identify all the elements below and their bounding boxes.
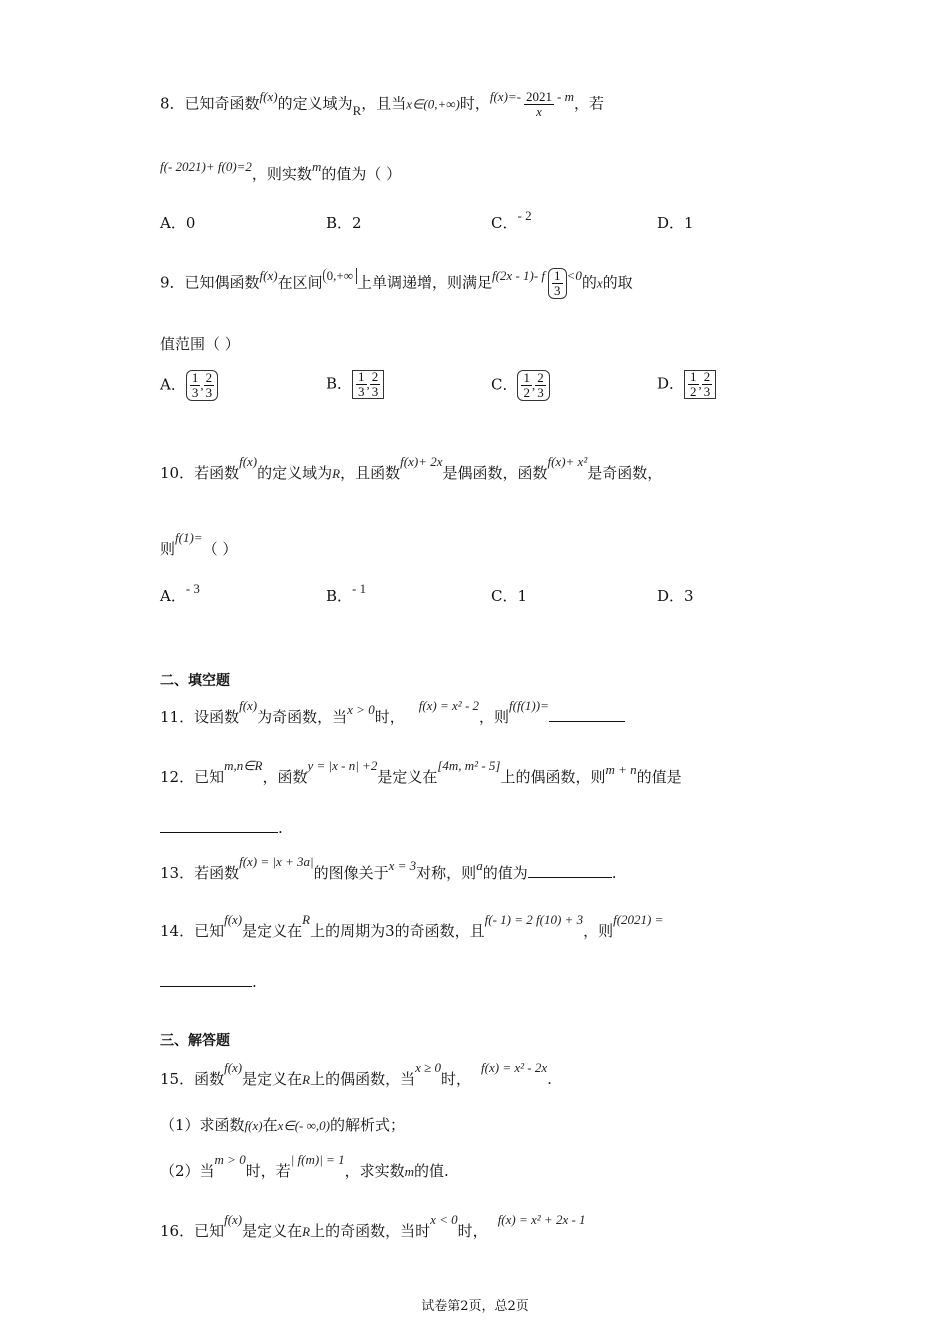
question-15: 15．函数f(x)是定义在R上的偶函数，当x ≥ 0时，f(x) = x² - 2x. <box>160 1060 552 1088</box>
q8-cond: x∈(0,+∞) <box>406 96 460 112</box>
q9-text-a: 9．已知偶函数 <box>160 273 260 292</box>
q10-option-b[interactable]: B．- 1 <box>326 581 367 605</box>
q9-option-b[interactable]: B． $\frac{1}{3}$ , $\frac{2}{3}$ <box>326 370 384 399</box>
q11-answer-blank[interactable] <box>549 707 625 722</box>
q9-text-b: 在区间 <box>277 273 323 292</box>
question-13: 13．若函数f(x) = |x + 3a|的图像关于x = 3对称，则a的值为 . <box>160 854 617 882</box>
q9-fx: f(x) <box>259 267 278 283</box>
q9-option-c[interactable]: C． $\frac{1}{2}$ , $\frac{2}{3}$ <box>491 370 550 401</box>
q8-option-c[interactable]: C．- 2 <box>491 208 532 232</box>
question-14: 14．已知f(x)是定义在R上的周期为3的奇函数，且f(- 1) = 2 f(10) + 3，则f(2021) = <box>160 912 664 940</box>
question-12-answer-line: . <box>160 818 283 837</box>
q9-text-c: 上单调递增，则满足 <box>356 273 492 292</box>
question-10-line-1: 10．若函数f(x)的定义域为R，且函数f(x)+ 2x是偶函数，函数f(x)+ x²是奇函数， <box>160 454 663 482</box>
q9-ineq-left: f(2x - 1)- f <box>491 267 546 283</box>
q8-minus-m: - m <box>557 88 574 104</box>
q8-m: m <box>311 159 322 174</box>
q9-ineq-right: <0 <box>566 267 582 283</box>
question-11: 11．设函数f(x)为奇函数，当x > 0时，f(x) = x² - 2，则f(f(1))= <box>160 706 625 727</box>
question-10-line-2: 则f(1)=（ ） <box>160 530 238 558</box>
q8-line2-end: 的值为（ ） <box>321 165 402 183</box>
section-solution-heading: 三、解答题 <box>160 1033 230 1049</box>
q8-line2-text: ，则实数 <box>251 165 312 183</box>
q8-option-b[interactable]: B．2 <box>326 214 362 232</box>
q10-option-d[interactable]: D．3 <box>657 587 694 605</box>
q13-answer-blank[interactable] <box>528 863 612 878</box>
q8-condition: f(- 2021)+ f(0)=2 <box>160 159 252 174</box>
q8-text-c: ，且当 <box>361 94 407 113</box>
question-14-answer-line: . <box>160 972 257 991</box>
section-fill-in-heading: 二、填空题 <box>160 673 230 689</box>
q10-R: R <box>332 466 341 481</box>
q8-fx-eq: f(x)=- <box>489 88 522 104</box>
q10-fx: f(x) <box>239 454 258 469</box>
q8-text-a: 8．已知奇函数 <box>160 94 260 113</box>
page-footer: 试卷第2页，总2页 <box>421 1299 529 1314</box>
q8-text-b: 的定义域为 <box>277 94 353 113</box>
q9-interval: 0,+∞ <box>323 268 357 284</box>
question-9-line-2: 值范围（ ） <box>160 335 240 353</box>
question-8-line-1 <box>160 90 604 119</box>
q8-text-e: ，若 <box>573 94 604 113</box>
q8-option-a[interactable]: A．0 <box>160 214 196 232</box>
q9-option-a[interactable]: A． $\frac{1}{3}$ , $\frac{2}{3}$ <box>160 370 218 401</box>
question-15-part-2: （2）当m > 0时，若| f(m)| = 1，求实数m的值. <box>160 1152 449 1180</box>
q8-fx: f(x) <box>259 88 278 104</box>
q10-expr1: f(x)+ 2x <box>400 454 443 469</box>
q10-f1: f(1)= <box>175 530 203 545</box>
q8-text-d: 时， <box>459 94 490 113</box>
q12-answer-blank[interactable] <box>160 818 278 833</box>
q14-answer-blank[interactable] <box>160 972 252 987</box>
q9-option-d[interactable]: D． $\frac{1}{2}$ , $\frac{2}{3}$ <box>657 370 716 399</box>
q8-R: R <box>352 102 362 118</box>
q10-expr2: f(x)+ x² <box>547 454 588 469</box>
question-16: 16．已知f(x)是定义在R上的奇函数，当时x < 0时，f(x) = x² + 2x - 1 <box>160 1212 586 1240</box>
question-9-line-1: 9．已知偶函数f(x)在区间 0,+∞ 上单调递增，则满足f(2x - 1)- f $\frac{1}{3}$ <0的x的取 <box>160 267 633 298</box>
q8-option-d[interactable]: D．1 <box>657 214 694 232</box>
q9-x: x <box>596 275 603 291</box>
question-8-line-2 <box>160 159 402 184</box>
q8-fraction: $\frac{2021}{x}$ <box>526 89 553 119</box>
question-15-part-1: （1）求函数f(x)在x∈(- ∞,0)的解析式； <box>160 1116 405 1134</box>
q9-ineq-fraction: $\frac{1}{3}$ <box>548 268 567 299</box>
q10-option-c[interactable]: C．1 <box>491 587 528 605</box>
q10-option-a[interactable]: A．- 3 <box>160 581 200 605</box>
question-12: 12．已知m,n∈R，函数y = |x - n| +2是定义在[4m, m² - 5]上的偶函数，则m + n的值是 <box>160 758 682 786</box>
